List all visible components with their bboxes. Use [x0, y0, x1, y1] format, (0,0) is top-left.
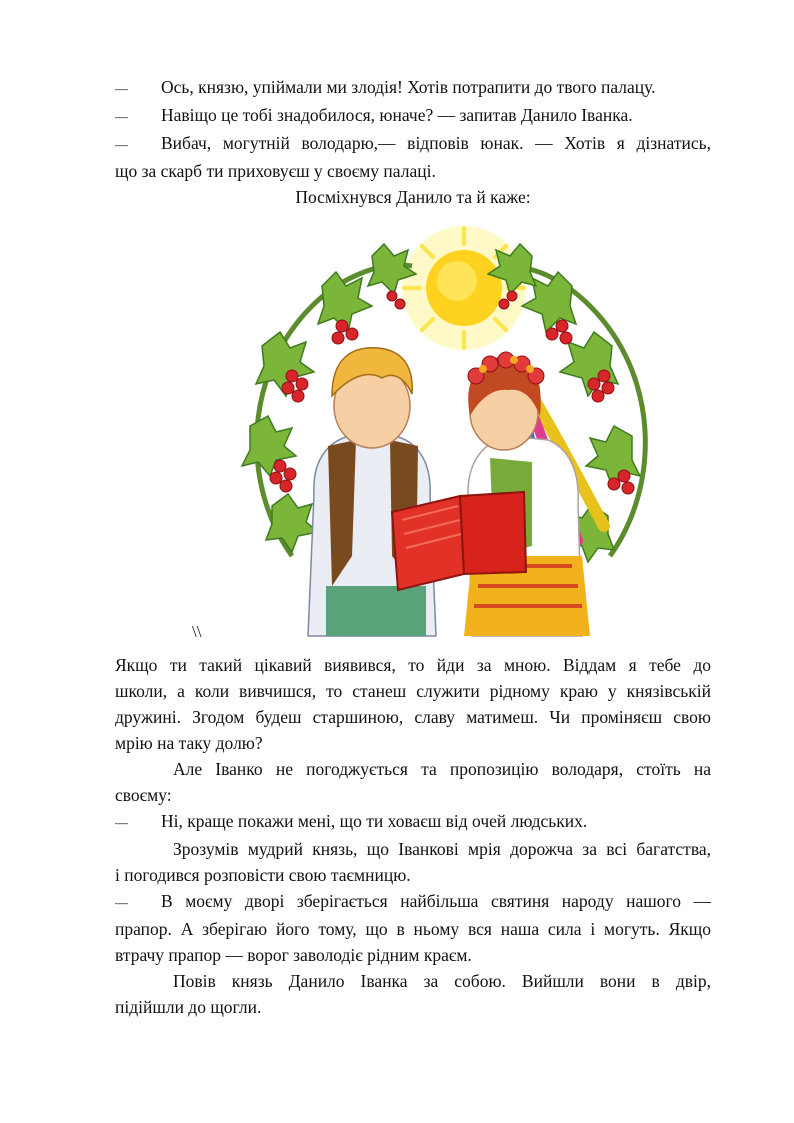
paragraph-line: Але Іванко не погоджується та пропозицію володаря, стоїть на — [173, 759, 711, 779]
dialog-dash: — — [115, 815, 128, 830]
paragraph-line: втрачу прапор — ворог заволодіє рідним краєм. — [115, 945, 472, 965]
dialog-text: Вибач, могутній володарю,— відповів юнак. — Хотів я дізнатись, — [161, 133, 711, 153]
dialog-text: В моєму дворі зберігається найбільша святиня народу нашого — — [161, 891, 711, 911]
paragraph-line: мрію на таку долю? — [115, 733, 263, 753]
dialog-text: Ось, князю, упіймали ми злодія! Хотів потрапити до твого палацу. — [161, 77, 656, 97]
paragraph-line: підійшли до щогли. — [115, 997, 262, 1017]
dialog-text: Ні, краще покажи мені, що ти ховаєш від очей людських. — [161, 811, 588, 831]
dialog-dash: — — [115, 895, 128, 910]
paragraph-line: і погодився розповісти свою таємницю. — [115, 865, 411, 885]
dialog-line-5 — [115, 888, 711, 916]
sun — [402, 226, 526, 350]
bottom-text — [115, 652, 711, 1020]
paragraph-line: дружині. Згодом будеш старшиною, славу матимеш. Чи проміняєш свою — [115, 707, 711, 727]
illustration — [232, 226, 670, 644]
dialog-line-2 — [115, 102, 711, 130]
dialog-dash: — — [115, 109, 128, 124]
top-text — [115, 74, 711, 210]
boy — [308, 348, 436, 636]
stray-mark: \\ — [192, 622, 202, 641]
dialog-line-4 — [115, 808, 711, 836]
paragraph-line: своєму: — [115, 785, 172, 805]
narration-line: Посміхнувся Данило та й каже: — [295, 187, 531, 207]
paragraph-line: Повів князь Данило Іванка за собою. Вийшли вони в двір, — [173, 971, 711, 991]
dialog-dash: — — [115, 81, 128, 96]
dialog-line-3-continued: що за скарб ти приховуєш у своєму палаці. — [115, 161, 436, 181]
dialog-line-1 — [115, 74, 711, 102]
dialog-text: Навіщо це тобі знадобилося, юначе? — запитав Данило Іванка. — [161, 105, 633, 125]
paragraph-line: Зрозумів мудрий князь, що Іванкові мрія дорожча за всі багатства, — [173, 839, 711, 859]
paragraph-line: прапор. А зберігаю його тому, що в ньому вся наша сила і могуть. Якщо — [115, 919, 711, 939]
dialog-dash: — — [115, 137, 128, 152]
dialog-line-3 — [115, 130, 711, 158]
paragraph-line: школи, а коли вивчишся, то станеш служити рідному краю у князівській — [115, 681, 711, 701]
paragraph-line: Якщо ти такий цікавий виявився, то йди за мною. Віддам я тебе до — [115, 655, 711, 675]
